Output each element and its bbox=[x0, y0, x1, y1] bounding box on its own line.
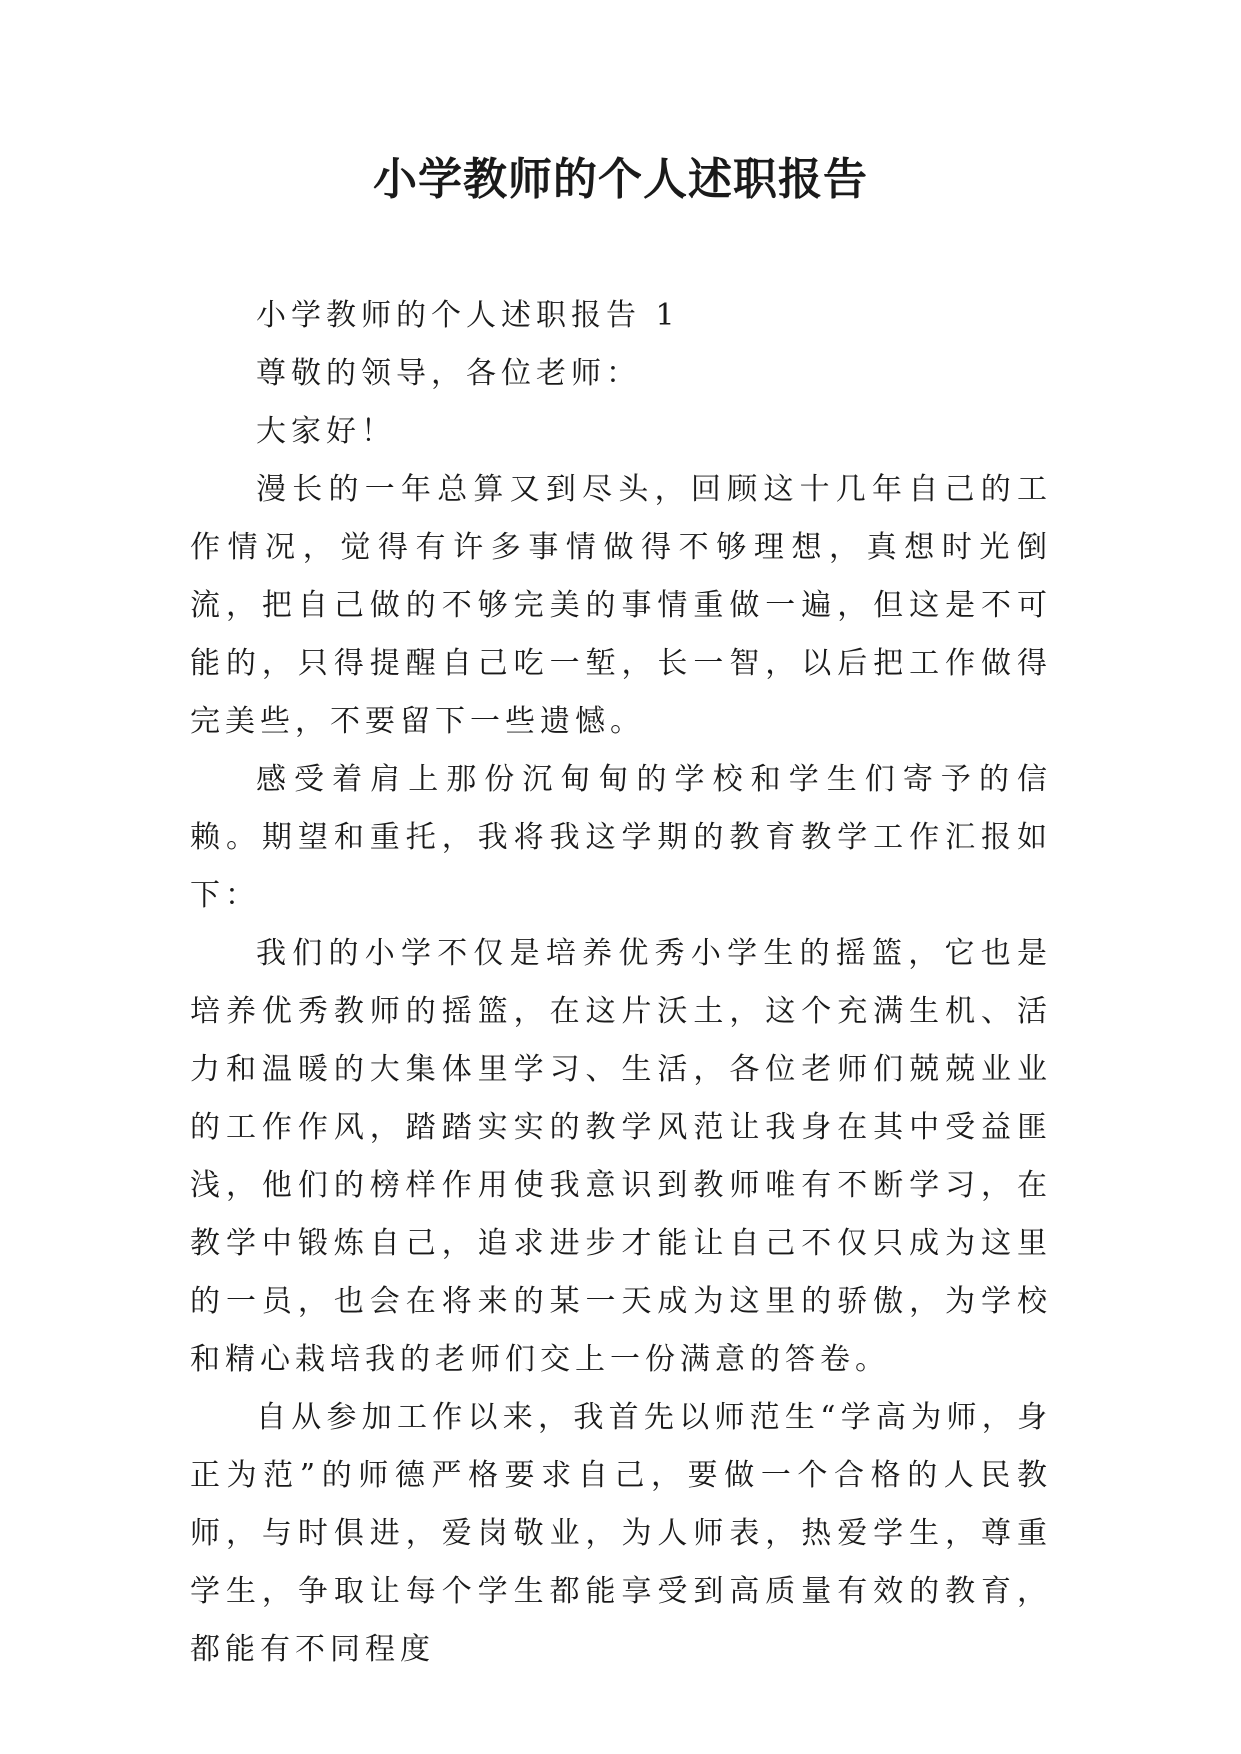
paragraph-body: 我们的小学不仅是培养优秀小学生的摇篮，它也是培养优秀教师的摇篮，在这片沃土，这个充满生机、活力和温暖的大集体里学习、生活，各位老师们兢兢业业的工作作风，踏踏实实的教学风范让我身在其中受益匪浅，他们的榜样作用使我意识到教师唯有不断学习，在教学中锻炼自己，追求进步才能让自己不仅只成为这里的一员，也会在将来的某一天成为这里的骄傲，为学校和精心栽培我的老师们交上一份满意的答卷。 bbox=[190, 936, 1052, 1377]
document-body bbox=[190, 287, 1052, 1679]
paragraph-salutation: 尊敬的领导，各位老师： bbox=[256, 356, 641, 391]
paragraph-greeting: 大家好！ bbox=[256, 414, 396, 449]
document-title: 小学教师的个人述职报告 bbox=[373, 154, 868, 205]
paragraph-body: 自从参加工作以来，我首先以师范生“学高为师，身正为范”的师德严格要求自己，要做一个合格的人民教师，与时俱进，爱岗敬业，为人师表，热爱学生，尊重学生，争取让每个学生都能享受到高质量有效的教育，都能有不同程度 bbox=[190, 1400, 1052, 1667]
paragraph-body: 感受着肩上那份沉甸甸的学校和学生们寄予的信赖。期望和重托，我将我这学期的教育教学工作汇报如下： bbox=[190, 762, 1052, 913]
paragraph-subtitle: 小学教师的个人述职报告 1 bbox=[256, 298, 680, 333]
paragraph-body: 漫长的一年总算又到尽头，回顾这十几年自己的工作情况，觉得有许多事情做得不够理想，真想时光倒流，把自己做的不够完美的事情重做一遍，但这是不可能的，只得提醒自己吃一堑，长一智，以后把工作做得完美些，不要留下一些遗憾。 bbox=[190, 472, 1052, 739]
